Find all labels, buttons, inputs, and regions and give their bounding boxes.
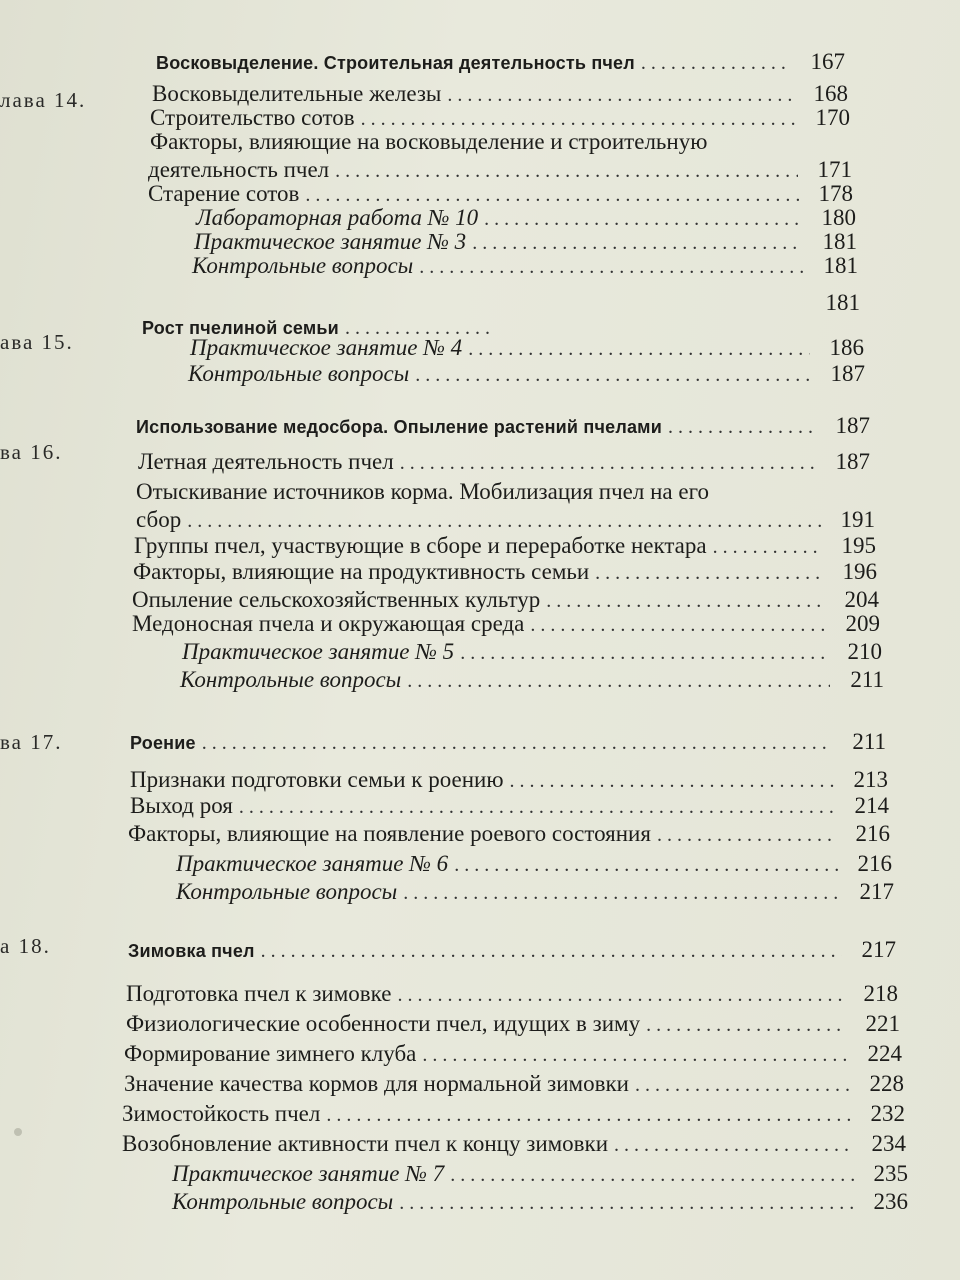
page-number: 211 — [850, 667, 884, 692]
toc-entry — [122, 1130, 906, 1158]
page-speck — [14, 1128, 22, 1136]
page-number: 170 — [815, 105, 850, 130]
chapter-title — [136, 412, 870, 440]
entry-text: сбор — [136, 507, 182, 532]
entry-text: Летная деятельность пчел — [138, 449, 394, 474]
toc-entry — [190, 334, 864, 362]
page-number: 218 — [863, 981, 898, 1006]
entry-text: Использование медосбора. Опыление растений пчелами — [136, 417, 662, 437]
entry-text: деятельность пчел — [148, 157, 330, 182]
toc-entry — [176, 878, 894, 906]
entry-text: Практическое занятие № 4 — [190, 335, 463, 360]
page-number: 171 — [817, 157, 852, 182]
dot-leader — [261, 937, 842, 965]
entry-text: Практическое занятие № 3 — [194, 229, 467, 254]
page-number: 204 — [844, 587, 879, 612]
chapter-title — [130, 728, 886, 756]
entry-text: Старение сотов — [148, 181, 300, 206]
entry-text: Возобновление активности пчел к концу зимовки — [122, 1131, 609, 1156]
page-number: 181 — [822, 229, 857, 254]
toc-entry — [126, 980, 898, 1008]
dot-leader — [407, 667, 830, 695]
entry-text: Восковыделительные железы — [152, 81, 442, 106]
toc-entry — [130, 766, 888, 794]
toc-entry — [126, 1010, 900, 1038]
dot-leader — [510, 767, 834, 795]
toc-entry — [182, 638, 882, 666]
entry-text: Медоносная пчела и окружающая среда — [132, 611, 525, 636]
dot-leader — [422, 1041, 848, 1069]
entry-text: Опыление сельскохозяйственных культур — [132, 587, 541, 612]
entry-text: Физиологические особенности пчел, идущих в зиму — [126, 1011, 641, 1036]
dot-leader — [468, 335, 810, 363]
page-number: 216 — [857, 851, 892, 876]
page-number: 181 — [823, 253, 858, 278]
dot-leader — [400, 449, 816, 477]
dot-leader — [657, 821, 836, 849]
entry-text: Признаки подготовки семьи к роению — [130, 767, 504, 792]
entry-text: Контрольные вопросы — [192, 253, 414, 278]
dot-leader — [419, 253, 804, 281]
entry-text: Практическое занятие № 7 — [172, 1161, 445, 1186]
page-number: 224 — [867, 1041, 902, 1066]
dot-leader — [641, 49, 791, 77]
page-number: 228 — [869, 1071, 904, 1096]
toc-entry — [132, 610, 880, 638]
toc-entry — [136, 478, 800, 506]
entry-text: Рост пчелиной семьи — [142, 318, 339, 338]
chapter-label: ва 16. — [0, 440, 63, 464]
toc-entry — [172, 1188, 908, 1216]
page-number: 232 — [870, 1101, 905, 1126]
dot-leader — [187, 507, 821, 535]
entry-text: Выход роя — [130, 793, 233, 818]
toc-entry — [138, 448, 870, 476]
chapter-label: ава 15. — [0, 330, 74, 354]
toc-entry — [176, 850, 892, 878]
entry-text: Группы пчел, участвующие в сборе и переработке нектара — [134, 533, 707, 558]
chapter-label: лава 14. — [0, 88, 87, 112]
dot-leader — [530, 611, 826, 639]
toc-entry — [180, 666, 884, 694]
entry-text: Контрольные вопросы — [180, 667, 402, 692]
page-number: 210 — [847, 639, 882, 664]
dot-leader — [595, 559, 823, 587]
entry-text: Контрольные вопросы — [176, 879, 398, 904]
toc-entry — [124, 1070, 904, 1098]
chapter-label: ва 17. — [0, 730, 63, 754]
toc-entry — [188, 360, 865, 388]
page-number: 178 — [818, 181, 853, 206]
toc-entry — [136, 506, 875, 534]
page-number: 196 — [842, 559, 877, 584]
page-number: 211 — [852, 729, 886, 754]
page-number: 236 — [873, 1189, 908, 1214]
entry-text: Практическое занятие № 6 — [176, 851, 449, 876]
entry-text: Факторы, влияющие на появление роевого состояния — [128, 821, 651, 846]
toc-entry — [124, 1040, 902, 1068]
dot-leader — [450, 1161, 854, 1189]
entry-text: Контрольные вопросы — [188, 361, 410, 386]
dot-leader — [646, 1011, 846, 1039]
page-number: 191 — [840, 507, 875, 532]
page-number: 217 — [859, 879, 894, 904]
page-number: 187 — [835, 449, 870, 474]
page-number: 186 — [829, 335, 864, 360]
chapter-label: а 18. — [0, 934, 51, 958]
toc-entry — [128, 820, 890, 848]
dot-leader — [454, 851, 838, 879]
chapter-title — [128, 936, 896, 964]
entry-text: Строительство сотов — [150, 105, 355, 130]
page-number: 167 — [810, 49, 845, 74]
page-number: 217 — [861, 937, 896, 962]
dot-leader — [326, 1101, 851, 1129]
entry-text: Отыскивание источников корма. Мобилизация пчел на его — [136, 479, 709, 504]
page-number: 235 — [873, 1161, 908, 1186]
toc-entry — [192, 252, 858, 280]
entry-text: Контрольные вопросы — [172, 1189, 394, 1214]
entry-text: Подготовка пчел к зимовке — [126, 981, 392, 1006]
toc-entry — [130, 792, 889, 820]
entry-text: Зимостойкость пчел — [122, 1101, 321, 1126]
dot-leader — [399, 1189, 854, 1217]
chapter-title — [156, 48, 845, 76]
toc-entry — [134, 532, 876, 560]
dot-leader — [668, 413, 816, 441]
dot-leader — [239, 793, 835, 821]
entry-text: Восковыделение. Строительная деятельность пчел — [156, 53, 635, 73]
page-number: 180 — [821, 205, 856, 230]
chapter-page-number: 181 — [825, 290, 860, 315]
dot-leader — [614, 1131, 852, 1159]
entry-text: Зимовка пчел — [128, 941, 255, 961]
entry-text: Практическое занятие № 5 — [182, 639, 455, 664]
dot-leader — [415, 361, 811, 389]
page-number: 221 — [865, 1011, 900, 1036]
entry-text: Факторы, влияющие на продуктивность семьи — [133, 559, 590, 584]
dot-leader — [403, 879, 840, 907]
toc-entry — [150, 128, 780, 156]
dot-leader — [460, 639, 828, 667]
page-number: 195 — [841, 533, 876, 558]
page-number: 187 — [830, 361, 865, 386]
page-number: 216 — [855, 821, 890, 846]
page-number: 209 — [845, 611, 880, 636]
entry-text: Формирование зимнего клуба — [124, 1041, 417, 1066]
dot-leader — [713, 533, 822, 561]
page-number: 168 — [813, 81, 848, 106]
page-number: 187 — [835, 413, 870, 438]
toc-entry — [122, 1100, 905, 1128]
dot-leader — [202, 729, 832, 757]
page-number: 213 — [853, 767, 888, 792]
entry-text: Значение качества кормов для нормальной зимовки — [124, 1071, 629, 1096]
entry-text: Роение — [130, 733, 196, 753]
toc-entry — [133, 558, 877, 586]
entry-text: Лабораторная работа № 10 — [196, 205, 479, 230]
page-number: 234 — [871, 1131, 906, 1156]
dot-leader — [635, 1071, 850, 1099]
dot-leader — [397, 981, 844, 1009]
toc-entry — [172, 1160, 908, 1188]
page-number: 214 — [854, 793, 889, 818]
entry-text: Факторы, влияющие на восковыделение и строительную — [150, 129, 708, 154]
